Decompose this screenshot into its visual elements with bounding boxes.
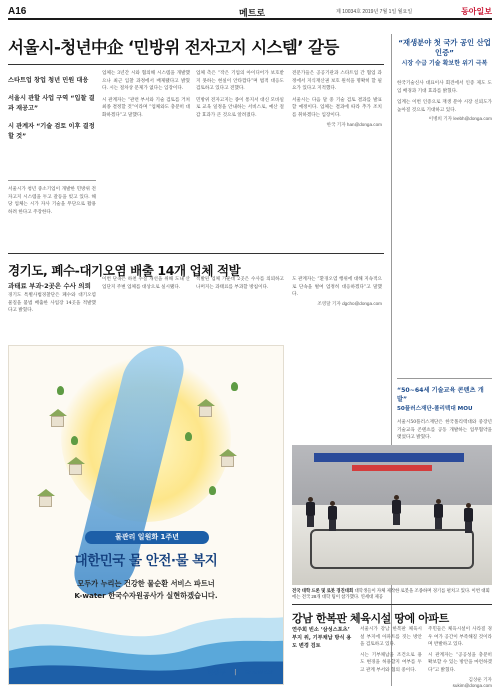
section-name: 메트로 [239,8,266,18]
paragraph: 적발된 업체 가운데 2곳은 수사를 의뢰하고 나머지는 과태료를 부과할 방침이다. [196,277,284,290]
side-subhead: 50플러스재단-폴리텍대 MOU [397,406,473,412]
ad-copy: 모두가 누리는 건강한 물순환 서비스 파트너 [77,579,215,588]
photo-caption [292,588,492,601]
paper-name: 동아일보 [461,7,492,16]
person-figure [434,499,443,529]
paragraph: 한국기술신사 대표이사 회견에서 인증 제도 도입 배경과 기대 효과를 밝혔다. [397,81,492,94]
paragraph: 경기도 특별사법경찰단은 폐수와 대기오염물질을 불법 배출한 사업장 14곳을 적발했다고 밝혔다. [8,293,96,314]
paragraph: 전문가들은 공공기관과 스타트업 간 협업 과정에서 지식재산권 보호 원칙을 명확히 할 필요가 있다고 지적했다. [292,71,382,92]
deck-line: 서울시 관할 사업 구역 “입찰 결과 재공고” [8,95,95,112]
paragraph: 시 관계자는 “관련 부서와 기술 검토를 거쳐 최종 결정할 것”이라며 “업체와도 충분히 대화하겠다”고 말했다. [102,97,190,118]
second-article-column-1 [8,292,96,315]
person-figure [464,503,473,533]
ad-anniversary-badge: 물관리 일원화 1주년 [85,531,209,544]
paragraph: 업체 측은 “작은 기업의 아이디어가 보호받지 못하는 현실이 안타깝다”며 법적 대응도 검토하고 있다고 전했다. [196,71,284,92]
section-rule [292,604,492,605]
ad-copy: K-water 한국수자원공사가 실현하겠습니다. [74,591,218,600]
second-article-column-4 [292,276,382,307]
event-banner [314,453,464,462]
tree-icon [209,486,216,495]
main-headline: 서울시-청년中企 ‘민방위 전자고지 시스템’ 갈등 [8,38,339,57]
side-divider [397,378,492,379]
byline: 한국 기자 han@donga.com [326,121,382,127]
paragraph: 시는 기부채납을 조건으로 용도 변경을 허용할지 여부를 두고 관계 부서와 협의 중이다. [360,652,422,673]
paragraph: 주민들은 체육시설이 사라질 경우 여가 공간이 부족해질 것이라며 반발하고 있다. [428,627,492,648]
paragraph: 민방위 전자고지는 종이 통지서 대신 모바일로 교육 일정을 안내하는 서비스로, 예산 절감 효과가 큰 것으로 알려졌다. [196,97,284,118]
kwater-logo: K-water [244,668,273,676]
event-banner [352,465,432,471]
main-article-column-2 [102,70,190,120]
caption-text: 대학생들이 자체 제작한 로봇을 조종하며 경기를 펼치고 있다. 이번 대회에는 전국 28개 대학 팀이 참가했다. [292,588,490,600]
person-figure [306,497,315,527]
third-subhead [292,626,354,650]
paragraph: 업체는 3년간 시와 협의해 시스템을 개발했으나 최근 입찰 과정에서 배제됐다고 밝혔다. 시는 절차상 문제가 없다는 입장이다. [102,71,190,92]
paragraph: 시 관계자는 “공공성을 충분히 확보할 수 있는 방안을 마련하겠다”고 밝혔다. [428,652,492,673]
paragraph: 서울시가 청년 중소기업이 개발한 민방위 전자고지 시스템을 두고 갈등을 빚고 있다. 해당 업체는 시가 자사 기술을 무단으로 활용하려 한다고 주장한다. [8,187,96,215]
paragraph: 도 관계자는 “환경오염 행위에 대해 지속적으로 단속을 벌여 엄정히 대응하겠다”고 말했다. [292,277,382,298]
side-headline: “재생분야 첫 국가 공인 산업 인증” [398,38,491,57]
tree-icon [231,382,238,391]
tree-icon [185,432,192,441]
house-icon [39,496,52,507]
water-advertisement[interactable] [8,345,284,685]
house-icon [199,406,212,417]
byline: 조영달 기자 dgcho@donga.com [317,300,382,306]
side-headline: “50~64세 기술교육 콘텐츠 개발” [397,387,484,403]
third-headline: 강남 한복판 체육시설 땅에 아파트 [292,612,449,625]
third-article-column-2 [360,626,422,675]
byline: 이병희 기자 leebh@donga.com [428,116,492,122]
house-icon [221,456,234,467]
ministry-logo: 환경부 [206,668,226,676]
subhead-text: 연주회 빈소 ‘삼성스포츠’ 부지 위, 기부채납 방식 용도 변경 검토 [292,627,352,649]
second-subhead: 과태료 부과·2곳은 수사 의뢰 [8,282,91,290]
person-figure [328,501,337,531]
paragraph: 업계는 이번 인증으로 재생 분야 시장 신뢰도가 높아질 것으로 기대하고 있다. [397,100,492,113]
paragraph: 이번 단속은 하천 수질 개선을 위해 도내 산업단지 주변 업체를 대상으로 실시됐다. [102,277,190,290]
issue-date: 제 10034호 2019년 7월 1일 월요일 [336,9,413,15]
second-article-column-2 [102,276,190,291]
main-article-column-1 [8,186,96,216]
tree-icon [71,436,78,445]
logo-separator: | [234,668,237,676]
house-icon [69,464,82,475]
main-article-column-4 [292,70,382,128]
second-article-column-3 [196,276,284,291]
main-article-column-3 [196,70,284,120]
side-subhead: 시장 수급 기술 확보한 위기 극복 [401,60,488,67]
person-figure [392,495,401,525]
deck-line: 스타트업 창업 청년 민원 대응 [8,77,89,84]
caption-title: 전국 대학 드론 및 로봇 경진대회 [292,588,354,593]
deck-line: 시 관계자 “기술 검토 이후 결정할 것” [8,123,95,140]
robot-contest-photo [292,445,492,585]
page-number: A16 [8,6,27,17]
third-article-column-3 [428,626,492,688]
section-rule [8,253,384,254]
main-deck [8,76,96,142]
house-icon [51,416,64,427]
ad-logos [201,667,273,676]
second-headline: 경기도, 폐수-대기오염 배출 14개 업체 적발 [8,263,241,278]
side-body [397,80,492,114]
masthead [8,6,492,20]
side-box-1 [397,38,492,122]
photo-credit: 연세대 제공 [360,594,384,600]
headline-rule [8,64,384,65]
byline: 김상운 기자 sukim@donga.com [452,676,492,688]
paragraph: 서울시는 다음 달 중 기술 검토 결과를 발표할 예정이다. 업체는 결과에 따라 추가 조치를 취하겠다는 입장이다. [292,97,382,118]
tree-icon [57,386,64,395]
paragraph: 서울시가 강남 한복판 체육시설 부지에 아파트를 짓는 방안을 검토하고 있다. [360,627,422,648]
deck-divider [8,180,96,181]
ad-title: 대한민국 물 안전·물 복지 [74,553,218,569]
robot-track [310,529,474,569]
paragraph: 서울시50플러스재단은 한국폴리텍대와 중장년 기술교육 콘텐츠를 공동 개발하는 업무협약을 맺었다고 밝혔다. [397,420,492,441]
